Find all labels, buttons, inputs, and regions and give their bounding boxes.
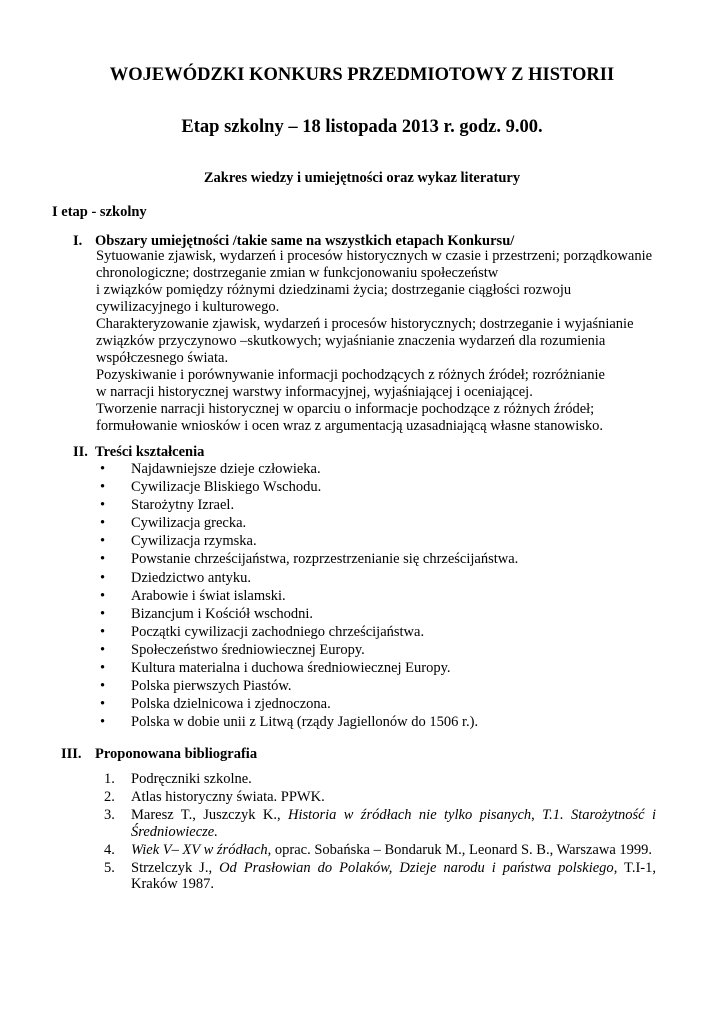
list-item: • Kultura materialna i duchowa średniowiecznej Europy. bbox=[100, 659, 518, 677]
bibliography-text bbox=[131, 771, 656, 788]
list-item: • Starożytny Izrael. bbox=[100, 496, 518, 514]
section-1-line: związków przyczynowo –skutkowych; wyjaśnianie znaczenia wydarzeń dla rozumienia bbox=[96, 333, 606, 349]
section-1-line: cywilizacyjnego i kulturowego. bbox=[96, 299, 280, 315]
list-item: • Polska w dobie unii z Litwą (rządy Jagiellonów do 1506 r.). bbox=[100, 713, 518, 731]
section-3-heading bbox=[61, 745, 257, 763]
section-1-line: i związków pomiędzy różnymi dziedzinami życia; dostrzeganie ciągłości rozwoju bbox=[96, 282, 572, 298]
section-1-line: Sytuowanie zjawisk, wydarzeń i procesów historycznych w czasie i przestrzeni; porządkowanie bbox=[96, 248, 653, 264]
stage-heading: I etap - szkolny bbox=[52, 204, 147, 220]
list-item: • Polska dzielnicowa i zjednoczona. bbox=[100, 695, 518, 713]
section-1-line: Charakteryzowanie zjawisk, wydarzeń i procesów historycznych; dostrzeganie i wyjaśnianie bbox=[96, 316, 634, 332]
section-2-number: II. bbox=[73, 444, 88, 460]
section-3-number: III. bbox=[61, 746, 82, 762]
section-2-title: Treści kształcenia bbox=[95, 444, 205, 460]
bibliography-item bbox=[104, 789, 656, 806]
bibliography-item bbox=[104, 771, 656, 788]
bibliography-number: 2. bbox=[104, 789, 115, 805]
bibliography-text-part: , bbox=[531, 807, 543, 823]
list-item: • Początki cywilizacji zachodniego chrześcijaństwa. bbox=[100, 623, 518, 641]
bibliography-number: 1. bbox=[104, 771, 115, 787]
section-1-body bbox=[96, 248, 662, 435]
section-1-line: chronologiczne; dostrzeganie zmian w funkcjonowaniu społeczeństw bbox=[96, 265, 499, 281]
section-1-line: Tworzenie narracji historycznej w oparciu o informacje pochodzące z różnych źródeł; bbox=[96, 401, 595, 417]
bibliography-number: 3. bbox=[104, 807, 115, 823]
section-2-heading bbox=[73, 443, 204, 461]
bibliography-text bbox=[131, 860, 656, 893]
section-2-list bbox=[100, 460, 518, 731]
bibliography-text bbox=[131, 789, 656, 806]
page-subtitle: Etap szkolny – 18 listopada 2013 r. godz. 9.00. bbox=[181, 117, 543, 137]
list-item: • Polska pierwszych Piastów. bbox=[100, 677, 518, 695]
section-1-number: I. bbox=[73, 233, 83, 249]
list-item: • Społeczeństwo średniowiecznej Europy. bbox=[100, 641, 518, 659]
section-3-title: Proponowana bibliografia bbox=[95, 746, 258, 762]
list-item: • Powstanie chrześcijaństwa, rozprzestrzenianie się chrześcijaństwa. bbox=[100, 550, 518, 568]
bibliography-title-italic: T.1. Starożytność i Średniowiecze. bbox=[131, 807, 657, 840]
bibliography-text-part: , T.I-1, Kraków 1987. bbox=[131, 859, 656, 892]
page-title: WOJEWÓDZKI KONKURS PRZEDMIOTOWY Z HISTORII bbox=[109, 65, 615, 85]
bibliography-item bbox=[104, 807, 656, 840]
section-1-line: w narracji historycznej warstwy informacyjnej, wyjaśniającej i oceniającej. bbox=[96, 384, 533, 400]
bibliography-text-part: Podręczniki szkolne. bbox=[131, 771, 252, 787]
list-item: • Cywilizacja grecka. bbox=[100, 514, 518, 532]
bibliography-number: 5. bbox=[104, 859, 115, 876]
bibliography-text bbox=[131, 842, 656, 859]
section-1-line: formułowanie wniosków i ocen wraz z argumentacją uzasadniającą własne stanowisko. bbox=[96, 418, 604, 434]
list-item: • Bizancjum i Kościół wschodni. bbox=[100, 605, 518, 623]
bibliography-text-part: Maresz T., Juszczyk K., bbox=[131, 807, 289, 823]
list-item: • Arabowie i świat islamski. bbox=[100, 587, 518, 605]
section-1-line: współczesnego świata. bbox=[96, 350, 229, 366]
list-item: • Najdawniejsze dzieje człowieka. bbox=[100, 460, 518, 478]
bibliography-item bbox=[104, 860, 656, 893]
bibliography-title-italic: Od Prasłowian do Polaków, Dzieje narodu i państwa polskiego bbox=[219, 859, 614, 876]
bibliography-list bbox=[104, 771, 656, 894]
bibliography-text bbox=[131, 807, 656, 840]
list-item: • Cywilizacja rzymska. bbox=[100, 532, 518, 550]
bibliography-title-italic: Wiek V– XV w źródłach bbox=[131, 841, 268, 858]
bibliography-text-part: , oprac. Sobańska – Bondaruk M., Leonard S. B., Warszawa 1999. bbox=[267, 841, 653, 858]
bibliography-number: 4. bbox=[104, 841, 115, 858]
section-1-line: Pozyskiwanie i porównywanie informacji pochodzących z różnych źródeł; rozróżnianie bbox=[96, 367, 605, 383]
bibliography-item bbox=[104, 842, 656, 859]
list-item: • Dziedzictwo antyku. bbox=[100, 569, 518, 587]
bibliography-title-italic: Historia w źródłach nie tylko pisanych bbox=[288, 807, 532, 823]
bibliography-text-part: Strzelczyk J., bbox=[131, 859, 220, 876]
list-item: • Cywilizacje Bliskiego Wschodu. bbox=[100, 478, 518, 496]
section-1-title: Obszary umiejętności /takie same na wszystkich etapach Konkursu/ bbox=[95, 233, 515, 249]
bibliography-text-part: Atlas historyczny świata. PPWK. bbox=[131, 789, 325, 805]
scope-heading: Zakres wiedzy i umiejętności oraz wykaz literatury bbox=[203, 170, 521, 186]
